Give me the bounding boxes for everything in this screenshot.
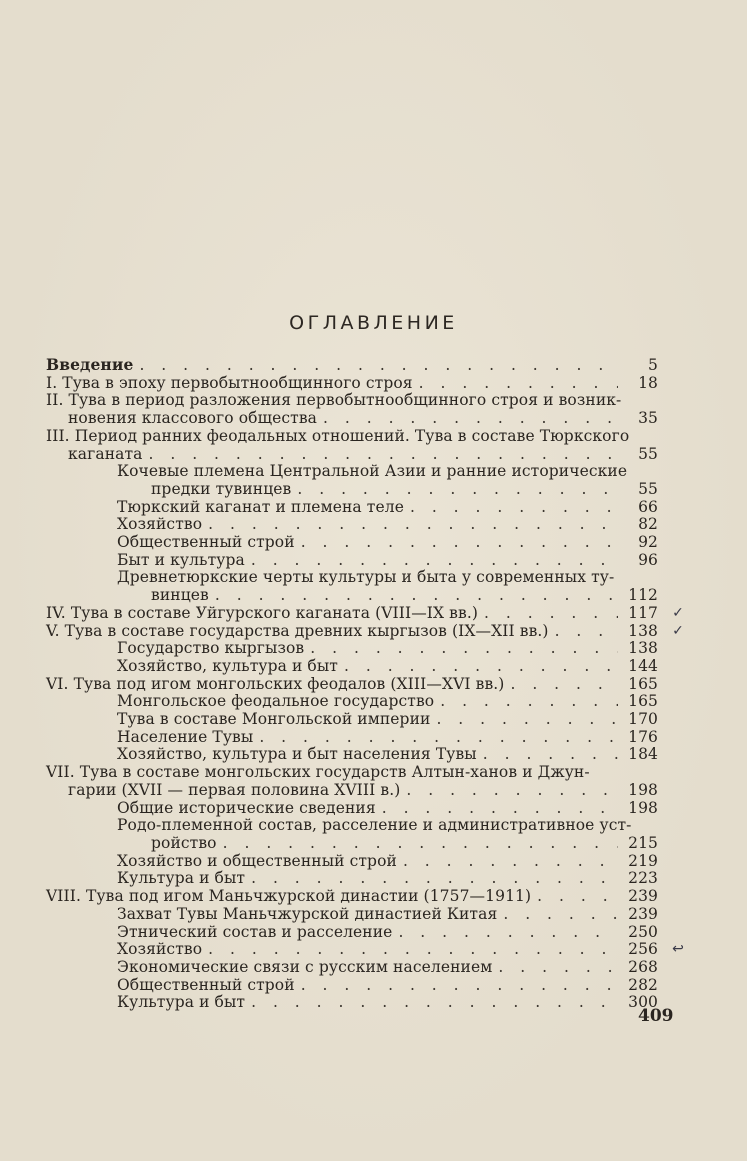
- dot-leader: [419, 375, 618, 393]
- dot-leader: [410, 499, 618, 517]
- toc-entry-line: [117, 746, 658, 764]
- toc-entry-text: I. Тува в эпоху первобытнообщинного строя: [46, 373, 413, 392]
- dot-leader: [510, 676, 618, 694]
- toc-entry-line: [117, 800, 658, 818]
- dot-leader: [208, 941, 618, 959]
- toc-entry-text: VIII. Тува под игом Маньчжурской династии (1757—1911): [46, 887, 532, 906]
- toc-entry: [46, 569, 658, 604]
- toc-page-number: 35: [638, 409, 658, 428]
- toc-entry-line: [117, 940, 684, 959]
- dot-leader: [406, 782, 618, 800]
- toc-entry-line: [117, 534, 658, 552]
- toc-page-number: 96: [638, 550, 658, 569]
- toc-entry: [46, 603, 684, 623]
- toc-entry-text: Общественный строй: [117, 533, 295, 552]
- toc-entry-line: [46, 782, 658, 800]
- toc-page-number: 112: [628, 586, 658, 605]
- toc-entry-text: Культура и быт: [117, 993, 246, 1012]
- toc-entry-text: предки тувинцев: [151, 479, 292, 498]
- toc-entry: [46, 658, 658, 676]
- toc-entry-text: каганата: [68, 444, 143, 463]
- dot-leader: [139, 357, 618, 375]
- toc-entry-line: [117, 640, 658, 658]
- toc-page-number: 170: [628, 710, 658, 729]
- dot-leader: [259, 729, 618, 747]
- toc-entry-text: VII. Тува в составе монгольских государств Алтын-ханов и Джун-: [46, 763, 590, 782]
- toc-entry-text: Экономические связи с русским населением: [117, 957, 493, 976]
- toc-page-number: 215: [628, 833, 658, 852]
- toc-entry: [46, 676, 658, 694]
- toc-entry: [46, 516, 658, 534]
- toc-page-number: 117: [628, 603, 658, 622]
- page-number: 409: [638, 1006, 674, 1026]
- toc-page-number: 282: [628, 975, 658, 994]
- handwritten-check-mark: ↩: [672, 941, 684, 958]
- toc-page-number: 176: [628, 727, 658, 746]
- toc-entry-line: [46, 375, 658, 393]
- toc-page-number: 268: [628, 957, 658, 976]
- toc-entry-line: [117, 977, 658, 995]
- dot-leader: [382, 800, 618, 818]
- toc-page-number: 165: [628, 674, 658, 693]
- toc-page-number: 165: [628, 692, 658, 711]
- toc-entry: [46, 729, 658, 747]
- toc-page-number: 239: [628, 904, 658, 923]
- toc-entry-text: Культура и быт: [117, 869, 246, 888]
- toc-page-number: 223: [628, 869, 658, 888]
- dot-leader: [251, 552, 618, 570]
- toc-page-number: 300: [628, 993, 658, 1012]
- toc-entry-text: гарии (XVII — первая половина XVIII в.): [68, 780, 401, 799]
- toc-entry: [46, 621, 684, 641]
- toc-entry: [46, 534, 658, 552]
- page-title: ОГЛАВЛЕНИЕ: [289, 312, 458, 334]
- toc-entry: [46, 959, 658, 977]
- toc-page-number: 138: [628, 639, 658, 658]
- toc-page-number: 250: [628, 922, 658, 941]
- dot-leader: [301, 977, 618, 995]
- toc-entry-text: винцев: [151, 586, 209, 605]
- table-of-contents: [46, 355, 684, 1012]
- toc-entry-text: Захват Тувы Маньчжурской династией Китая: [117, 904, 498, 923]
- toc-entry-text: IV. Тува в составе Уйгурского каганата (VIII—IX вв.): [46, 603, 479, 622]
- toc-entry-line: [46, 888, 658, 906]
- toc-entry-text: V. Тува в составе государства древних кыргызов (IX—XII вв.): [46, 621, 549, 640]
- dot-leader: [323, 410, 618, 428]
- toc-page-number: 82: [638, 515, 658, 534]
- toc-entry: [46, 356, 658, 375]
- toc-entry-line: [117, 658, 658, 676]
- dot-leader: [301, 534, 618, 552]
- toc-entry-line: [117, 870, 658, 888]
- dot-leader: [344, 658, 618, 676]
- toc-entry: [46, 940, 684, 959]
- toc-entry-line: [46, 764, 658, 782]
- dot-leader: [223, 835, 618, 853]
- toc-page-number: 144: [628, 656, 658, 675]
- toc-entry-line: [117, 693, 658, 711]
- dot-leader: [251, 994, 618, 1012]
- toc-entry-line: [117, 817, 658, 835]
- dot-leader: [251, 870, 618, 888]
- toc-page-number: 239: [628, 887, 658, 906]
- toc-page-number: 256: [628, 940, 658, 959]
- dot-leader: [403, 853, 618, 871]
- toc-page-number: 55: [638, 444, 658, 463]
- toc-entry-line: [117, 463, 658, 481]
- dot-leader: [310, 640, 618, 658]
- toc-entry: [46, 640, 658, 658]
- toc-entry: [46, 994, 658, 1012]
- toc-entry-line: [117, 481, 658, 499]
- toc-page-number: 18: [638, 373, 658, 392]
- toc-entry-line: [117, 729, 658, 747]
- toc-entry-text: Этнический состав и расселение: [117, 922, 393, 941]
- toc-entry-text: Хозяйство: [117, 515, 203, 534]
- toc-page-number: 219: [628, 851, 658, 870]
- dot-leader: [398, 924, 618, 942]
- toc-entry-line: [117, 516, 658, 534]
- toc-entry-line: [46, 603, 684, 623]
- toc-page-number: 138: [628, 621, 658, 640]
- toc-entry-text: Тюркский каганат и племена теле: [117, 497, 404, 516]
- toc-entry-text: Общие исторические сведения: [117, 798, 376, 817]
- toc-entry-line: [46, 428, 658, 446]
- toc-entry-text: Родо-племенной состав, расселение и административное уст-: [117, 816, 632, 835]
- toc-entry-text: Хозяйство: [117, 940, 203, 959]
- handwritten-check-mark: ✓: [672, 622, 684, 639]
- toc-entry-text: Общественный строй: [117, 975, 295, 994]
- toc-entry: [46, 711, 658, 729]
- toc-entry-text: II. Тува в период разложения первобытнообщинного строя и возник-: [46, 391, 622, 410]
- toc-entry-line: [117, 587, 658, 605]
- toc-entry-line: [117, 906, 658, 924]
- toc-entry-text: Хозяйство, культура и быт: [117, 656, 338, 675]
- toc-entry-line: [46, 676, 658, 694]
- toc-entry-text: VI. Тува под игом монгольских феодалов (XIII—XVI вв.): [46, 674, 505, 693]
- toc-entry-line: [117, 853, 658, 871]
- dot-leader: [148, 446, 618, 464]
- toc-entry-text: Монгольское феодальное государство: [117, 692, 435, 711]
- toc-entry-line: [117, 959, 658, 977]
- toc-entry-line: [46, 392, 658, 410]
- dot-leader: [208, 516, 618, 534]
- toc-entry-text: Хозяйство и общественный строй: [117, 851, 397, 870]
- dot-leader: [484, 605, 618, 623]
- toc-entry-text: Быт и культура: [117, 550, 245, 569]
- toc-entry: [46, 764, 658, 799]
- toc-entry: [46, 977, 658, 995]
- toc-entry-line: [117, 499, 658, 517]
- toc-entry-text: Тува в составе Монгольской империи: [117, 710, 431, 729]
- toc-entry-line: [46, 356, 658, 375]
- toc-entry-line: [117, 711, 658, 729]
- toc-entry: [46, 870, 658, 888]
- toc-entry: [46, 817, 658, 852]
- toc-entry-line: [117, 835, 658, 853]
- handwritten-check-mark: ✓: [672, 604, 684, 621]
- dot-leader: [498, 959, 618, 977]
- dot-leader: [483, 746, 618, 764]
- toc-entry-text: Государство кыргызов: [117, 639, 305, 658]
- toc-entry: [46, 392, 658, 427]
- toc-entry: [46, 906, 658, 924]
- dot-leader: [215, 587, 618, 605]
- toc-entry-text: Хозяйство, культура и быт населения Тувы: [117, 745, 477, 764]
- toc-entry-text: новения классового общества: [68, 409, 318, 428]
- dot-leader: [555, 623, 618, 641]
- toc-entry-text: Древнетюркские черты культуры и быта у современных ту-: [117, 568, 615, 587]
- toc-entry: [46, 746, 658, 764]
- toc-page-number: 198: [628, 780, 658, 799]
- toc-entry-line: [117, 569, 658, 587]
- toc-entry-text: Введение: [46, 355, 134, 374]
- toc-entry: [46, 499, 658, 517]
- toc-entry: [46, 552, 658, 570]
- dot-leader: [440, 693, 618, 711]
- toc-page-number: 5: [648, 356, 658, 374]
- toc-entry-line: [117, 994, 658, 1012]
- toc-entry: [46, 888, 658, 906]
- toc-entry-line: [46, 410, 658, 428]
- toc-page-number: 66: [638, 497, 658, 516]
- toc-entry: [46, 693, 658, 711]
- dot-leader: [537, 888, 618, 906]
- toc-entry-text: Население Тувы: [117, 727, 254, 746]
- dot-leader: [503, 906, 618, 924]
- toc-entry-text: III. Период ранних феодальных отношений. Тува в составе Тюркского: [46, 426, 630, 445]
- toc-entry-text: Кочевые племена Центральной Азии и ранние исторические: [117, 462, 628, 481]
- toc-entry-line: [46, 446, 658, 464]
- toc-entry: [46, 800, 658, 818]
- toc-page-number: 198: [628, 798, 658, 817]
- dot-leader: [297, 481, 618, 499]
- toc-page-number: 184: [628, 745, 658, 764]
- toc-page-number: 92: [638, 533, 658, 552]
- toc-entry: [46, 853, 658, 871]
- toc-entry-line: [117, 552, 658, 570]
- toc-entry-line: [117, 924, 658, 942]
- toc-page-number: 55: [638, 479, 658, 498]
- dot-leader: [436, 711, 618, 729]
- toc-entry: [46, 428, 658, 463]
- toc-entry: [46, 375, 658, 393]
- toc-entry: [46, 463, 658, 498]
- toc-entry-line: [46, 621, 684, 641]
- toc-entry-text: ройство: [151, 833, 217, 852]
- toc-entry: [46, 924, 658, 942]
